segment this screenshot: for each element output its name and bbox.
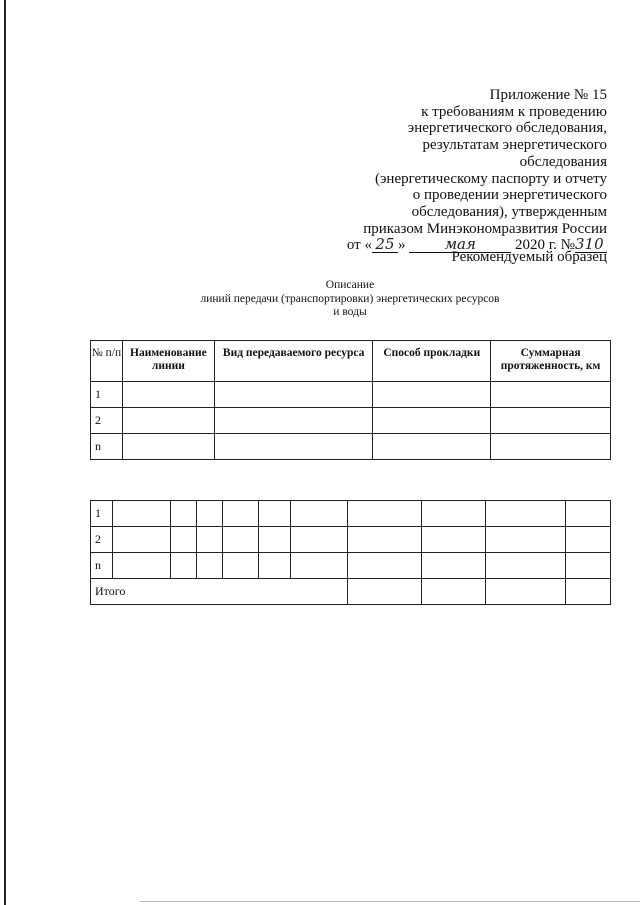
cell-empty[interactable] <box>170 527 196 553</box>
table-row <box>91 434 611 460</box>
cell-empty[interactable] <box>196 501 222 527</box>
appendix-line: обследования), утвержденным <box>411 203 607 220</box>
order-day: 25 <box>372 237 398 253</box>
cell-empty[interactable] <box>348 527 422 553</box>
title-line: Описание <box>325 279 375 291</box>
appendix-line: к требованиям к проведению <box>421 103 607 120</box>
cell-empty[interactable] <box>290 527 348 553</box>
cell-empty[interactable] <box>258 527 290 553</box>
cell-empty[interactable] <box>196 527 222 553</box>
order-prefix: от « <box>346 237 372 254</box>
cell-empty[interactable] <box>491 434 611 460</box>
appendix-line: приказом Минэкономразвития России <box>363 220 607 237</box>
cell-empty[interactable] <box>122 434 214 460</box>
header-name: Наименование линии <box>122 341 214 382</box>
cell-empty[interactable] <box>196 553 222 579</box>
cell-empty[interactable] <box>170 501 196 527</box>
order-year: 2020 г. № <box>514 237 575 254</box>
cell-empty[interactable] <box>222 553 258 579</box>
row-number: 1 <box>91 382 123 408</box>
cell-empty[interactable] <box>373 434 491 460</box>
cell-empty[interactable] <box>422 553 486 579</box>
header-resource: Вид передаваемого ресурса <box>214 341 373 382</box>
cell-empty[interactable] <box>491 408 611 434</box>
cell-empty[interactable] <box>122 408 214 434</box>
cell-empty[interactable] <box>486 527 566 553</box>
table-row <box>91 408 611 434</box>
appendix-line: Приложение № 15 <box>489 87 607 103</box>
cell-empty[interactable] <box>122 382 214 408</box>
page-left-edge <box>4 0 6 905</box>
total-label: Итого <box>91 579 348 605</box>
cell-empty[interactable] <box>290 501 348 527</box>
cell-empty[interactable] <box>486 579 566 605</box>
document-title <box>150 279 550 320</box>
cell-empty[interactable] <box>222 527 258 553</box>
table-row <box>91 527 611 553</box>
cell-empty[interactable] <box>258 501 290 527</box>
order-month: мая <box>409 237 511 253</box>
lines-data-table <box>90 500 611 605</box>
order-quote-close: » <box>397 237 406 254</box>
table-row <box>91 382 611 408</box>
row-number: 2 <box>91 408 123 434</box>
header-method: Способ прокладки <box>373 341 491 382</box>
cell-empty[interactable] <box>422 501 486 527</box>
appendix-line: обследования <box>519 153 607 170</box>
header-length: Суммарная протяженность, км <box>491 341 611 382</box>
cell-empty[interactable] <box>491 382 611 408</box>
cell-empty[interactable] <box>348 501 422 527</box>
cell-empty[interactable] <box>348 553 422 579</box>
appendix-line: (энергетическому паспорту и отчету <box>374 170 607 187</box>
cell-empty[interactable] <box>214 408 373 434</box>
appendix-line: результатам энергетического <box>422 137 607 154</box>
cell-empty[interactable] <box>566 579 611 605</box>
cell-empty[interactable] <box>348 579 422 605</box>
row-number: 2 <box>91 527 113 553</box>
sample-label: Рекомендуемый образец <box>451 249 607 265</box>
cell-empty[interactable] <box>566 501 611 527</box>
total-row <box>91 579 611 605</box>
cell-empty[interactable] <box>566 553 611 579</box>
cell-empty[interactable] <box>112 527 170 553</box>
cell-empty[interactable] <box>373 408 491 434</box>
appendix-line: о проведении энергетического <box>412 187 607 204</box>
cell-empty[interactable] <box>373 382 491 408</box>
cell-empty[interactable] <box>486 553 566 579</box>
cell-empty[interactable] <box>112 501 170 527</box>
table-row <box>91 553 611 579</box>
lines-description-table <box>90 340 611 460</box>
title-line: линий передачи (транспортировки) энергетических ресурсов <box>200 292 500 305</box>
cell-empty[interactable] <box>258 553 290 579</box>
appendix-header <box>307 87 607 254</box>
appendix-line: энергетического обследования, <box>407 120 607 137</box>
cell-empty[interactable] <box>222 501 258 527</box>
title-line: и воды <box>333 306 367 319</box>
cell-empty[interactable] <box>566 527 611 553</box>
row-number: n <box>91 434 123 460</box>
cell-empty[interactable] <box>214 434 373 460</box>
header-num: № п/п <box>91 341 123 382</box>
cell-empty[interactable] <box>486 501 566 527</box>
cell-empty[interactable] <box>422 527 486 553</box>
table-row <box>91 501 611 527</box>
cell-empty[interactable] <box>170 553 196 579</box>
order-number: 310 <box>575 237 607 253</box>
row-number: n <box>91 553 113 579</box>
cell-empty[interactable] <box>290 553 348 579</box>
cell-empty[interactable] <box>112 553 170 579</box>
table-header-row <box>91 341 611 382</box>
cell-empty[interactable] <box>214 382 373 408</box>
page-bottom-edge <box>140 901 640 902</box>
row-number: 1 <box>91 501 113 527</box>
cell-empty[interactable] <box>422 579 486 605</box>
